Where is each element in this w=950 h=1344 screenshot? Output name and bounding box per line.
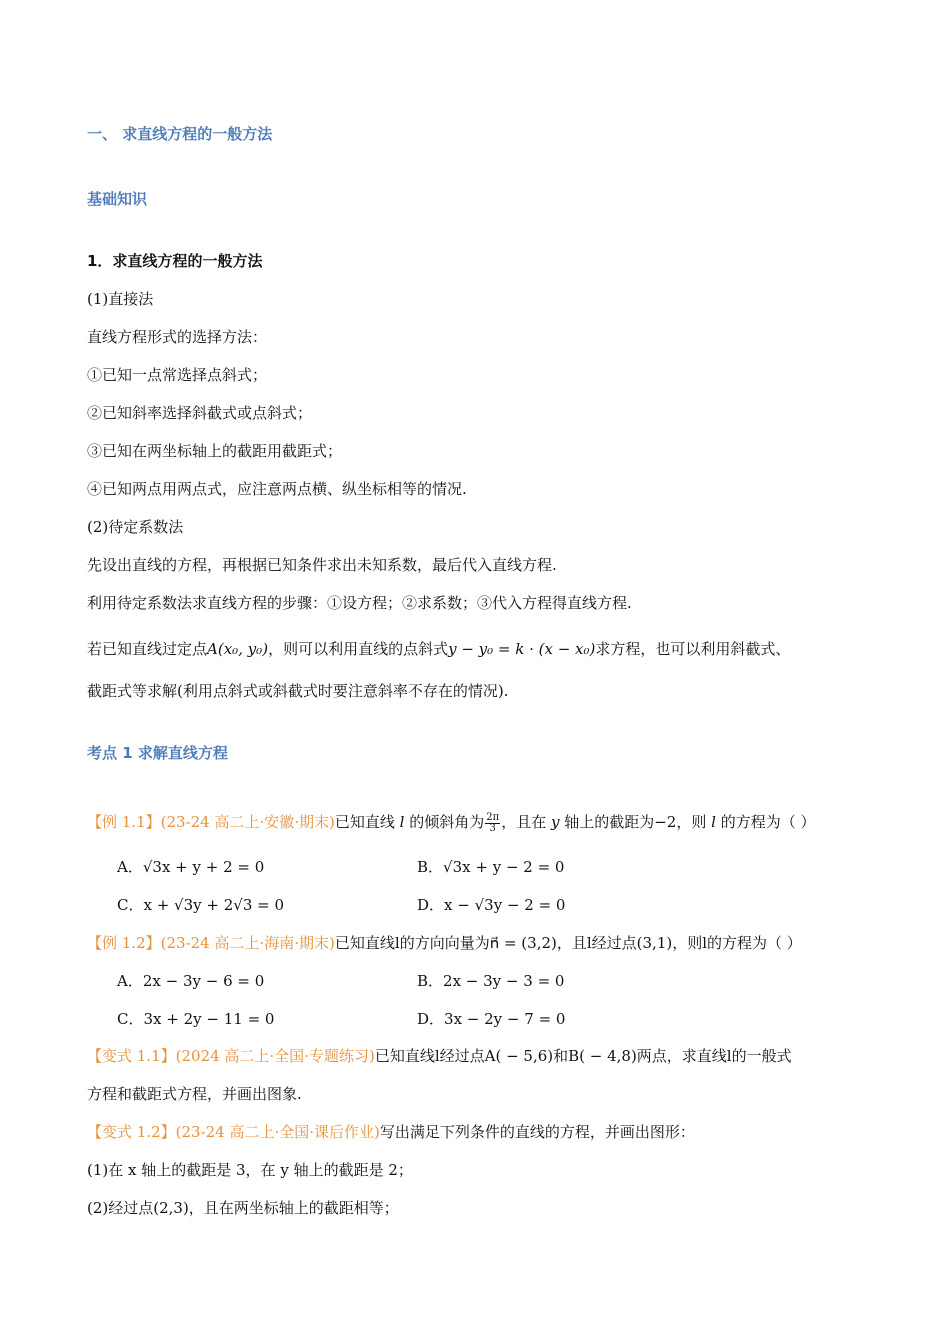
option-label: D． <box>417 896 445 914</box>
direct-method: (1)直接法 <box>87 290 154 308</box>
example-1-option-b[interactable] <box>417 857 564 877</box>
option-expr: √3x + y + 2 = 0 <box>142 858 265 876</box>
example-1-option-d[interactable] <box>417 895 565 915</box>
option-expr: 2x − 3y − 3 = 0 <box>443 972 565 990</box>
option-label: A． <box>117 858 143 876</box>
direct-intro: 直线方程形式的选择方法： <box>87 328 268 346</box>
example-1-stem-c: ，且在 <box>501 813 551 831</box>
example-1-source: (23-24 高二上·安徽·期末) <box>160 813 335 831</box>
point-slope-prefix: 若已知直线过定点 <box>87 640 208 658</box>
option-expr: 3x + 2y − 11 = 0 <box>143 1010 275 1028</box>
variant-1-tag: 【变式 1.1】 <box>87 1047 176 1065</box>
undetermined-method: (2)待定系数法 <box>87 518 184 536</box>
option-expr: x + √3y + 2√3 = 0 <box>143 896 285 914</box>
example-1-option-a[interactable] <box>117 857 264 877</box>
point-slope-middle: ，则可以利用直线的点斜式 <box>268 640 449 658</box>
point-slope-line-2: 截距式等求解(利用点斜式或斜截式时要注意斜率不存在的情况). <box>87 682 509 700</box>
example-1-stem <box>87 812 815 834</box>
example-2-option-a[interactable] <box>117 971 264 991</box>
option-expr: x − √3y − 2 = 0 <box>444 896 566 914</box>
variant-2-item-1: (1)在 x 轴上的截距是 3，在 y 轴上的截距是 2； <box>87 1161 413 1179</box>
point-a-math: A(x₀, y₀) <box>207 640 269 658</box>
fraction-denominator: 3 <box>489 822 496 834</box>
direct-item-3: ③已知在两坐标轴上的截距用截距式； <box>87 442 343 460</box>
section-title: 一、 求直线方程的一般方法 <box>87 125 273 143</box>
direct-item-4: ④已知两点用两点式，应注意两点横、纵坐标相等的情况. <box>87 480 467 498</box>
point-slope-formula: y − y₀ = k · (x − x₀) <box>448 640 596 658</box>
example-1-option-c[interactable] <box>117 895 284 915</box>
option-label: D． <box>417 1010 445 1028</box>
variant-1-source: (2024 高二上·全国·专题练习) <box>175 1047 375 1065</box>
variant-1-line-2: 方程和截距式方程，并画出图象. <box>87 1085 302 1103</box>
variant-2-source: (23-24 高二上·全国·课后作业) <box>175 1123 380 1141</box>
point-slope-paragraph <box>87 639 790 659</box>
example-2-source: (23-24 高二上·海南·期末) <box>160 934 335 952</box>
kaodian-heading: 考点 1 求解直线方程 <box>87 744 228 762</box>
option-label: A． <box>117 972 143 990</box>
example-1-tag: 【例 1.1】 <box>87 813 161 831</box>
basics-heading: 基础知识 <box>87 190 148 208</box>
fraction-numerator: 2π <box>486 811 500 823</box>
undetermined-text-2: 利用待定系数法求直线方程的步骤：①设方程；②求系数；③代入方程得直线方程. <box>87 594 632 612</box>
example-1-var-l-2: l <box>711 813 716 831</box>
example-1-stem-d: 轴上的截距为−2，则 <box>559 813 712 831</box>
direct-item-2: ②已知斜率选择斜截式或点斜式； <box>87 404 313 422</box>
option-label: C． <box>117 896 144 914</box>
example-1-stem-a: 已知直线 <box>334 813 400 831</box>
example-1-var-y: y <box>550 813 560 831</box>
example-2-tag: 【例 1.2】 <box>87 934 161 952</box>
example-2-text: 已知直线l的方向向量为n⃗ = (3,2)，且l经过点(3,1)，则l的方程为（ ） <box>334 934 802 952</box>
example-2-option-b[interactable] <box>417 971 564 991</box>
variant-1-text: 已知直线l经过点A( − 5,6)和B( − 4,8)两点，求直线l的一般式 <box>374 1047 792 1065</box>
variant-2-item-2: (2)经过点(2,3)，且在两坐标轴上的截距相等； <box>87 1199 399 1217</box>
option-expr: 2x − 3y − 6 = 0 <box>142 972 265 990</box>
example-1-stem-b: 的倾斜角为 <box>404 813 485 831</box>
example-2-stem <box>87 933 802 953</box>
option-expr: √3x + y − 2 = 0 <box>443 858 565 876</box>
variant-1-stem <box>87 1046 792 1066</box>
option-expr: 3x − 2y − 7 = 0 <box>444 1010 566 1028</box>
point-slope-suffix: 求方程，也可以利用斜截式、 <box>595 640 791 658</box>
variant-2-stem <box>87 1122 695 1142</box>
example-1-var-l: l <box>399 813 405 831</box>
example-1-stem-e: 的方程为（ ） <box>715 813 816 831</box>
direct-item-1: ①已知一点常选择点斜式； <box>87 366 268 384</box>
variant-2-tag: 【变式 1.2】 <box>87 1123 176 1141</box>
option-label: B． <box>417 858 444 876</box>
variant-2-text: 写出满足下列条件的直线的方程，并画出图形： <box>379 1123 695 1141</box>
topic-heading: 1．求直线方程的一般方法 <box>87 252 263 270</box>
example-2-option-c[interactable] <box>117 1009 274 1029</box>
example-2-option-d[interactable] <box>417 1009 565 1029</box>
undetermined-text-1: 先设出直线的方程，再根据已知条件求出未知系数，最后代入直线方程. <box>87 556 557 574</box>
fraction-2pi-over-3 <box>485 813 500 834</box>
option-label: B． <box>417 972 444 990</box>
option-label: C． <box>117 1010 144 1028</box>
